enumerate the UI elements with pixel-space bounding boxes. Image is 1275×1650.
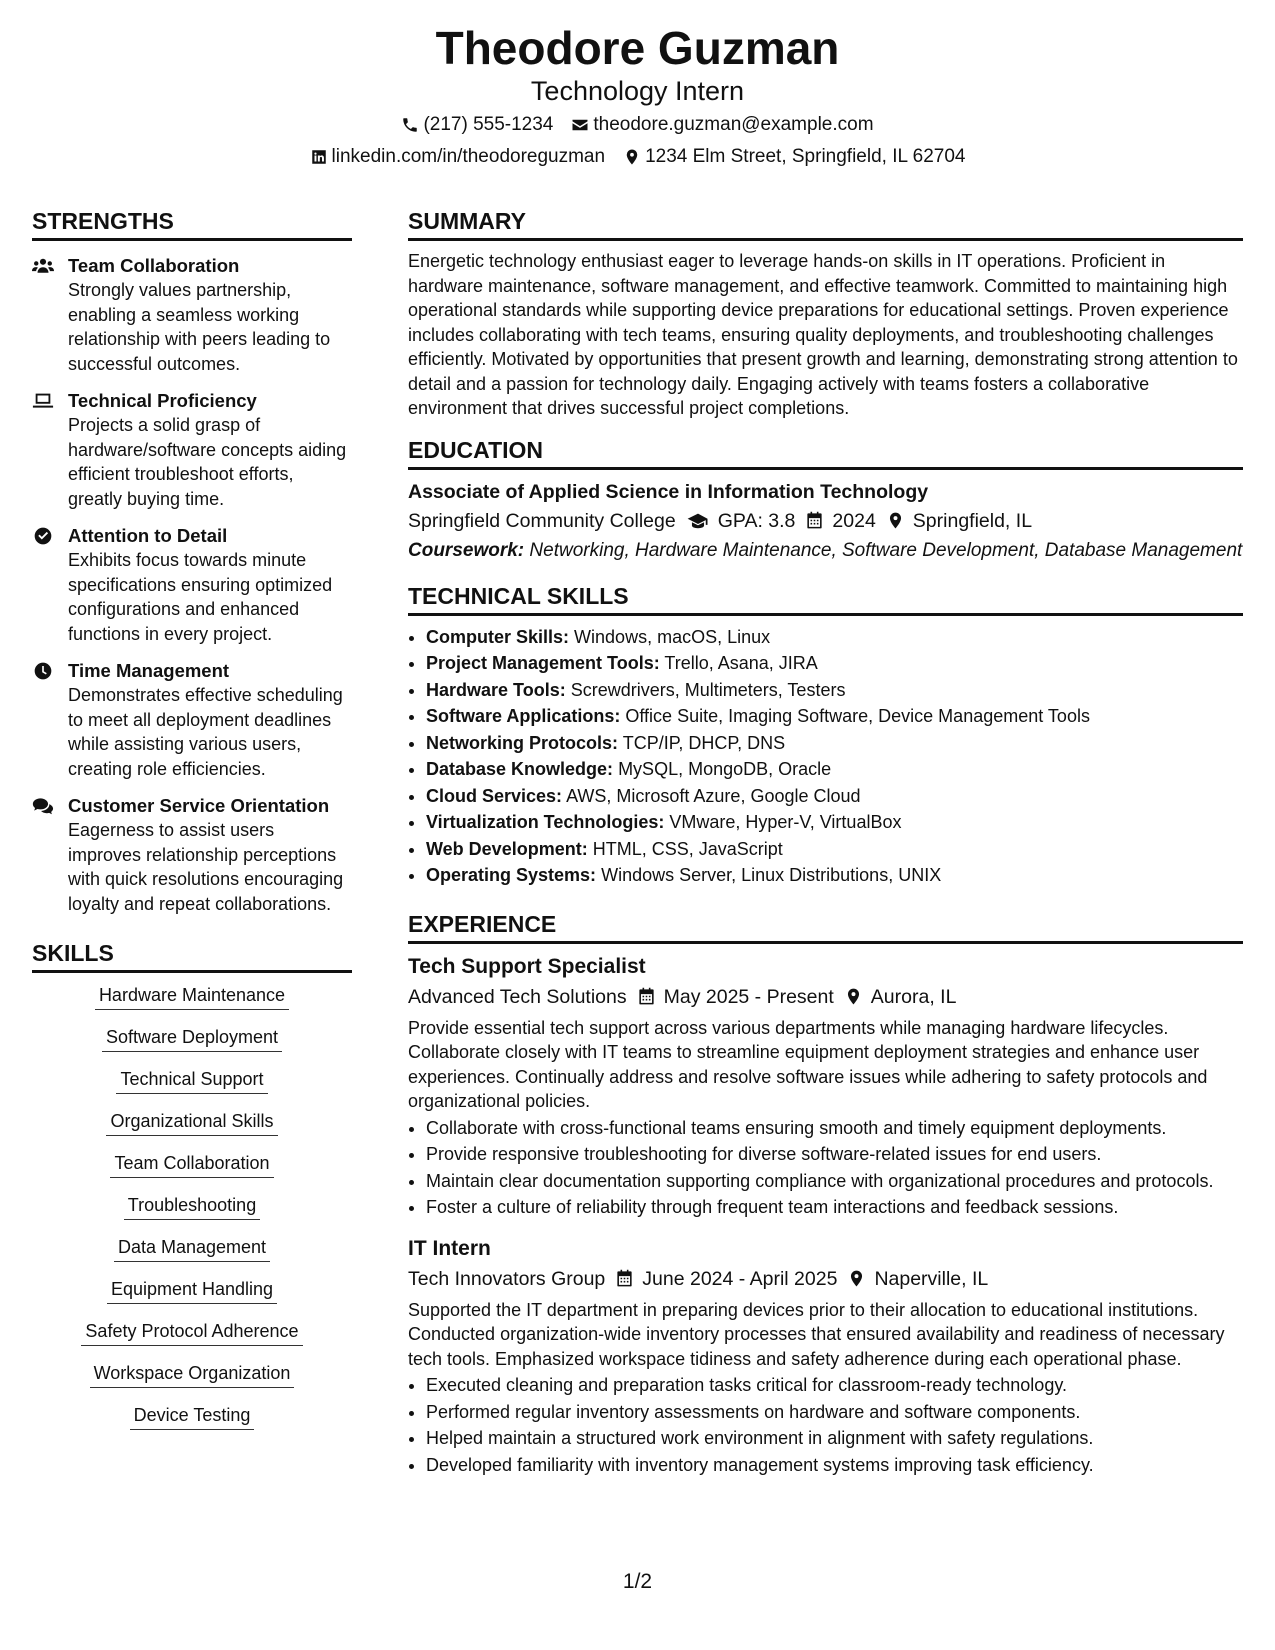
coursework-label: Coursework: <box>408 539 525 561</box>
skill-tag: Equipment Handling <box>107 1277 277 1304</box>
list-item: • Helped maintain a structured work environment in alignment with safety regulations. <box>426 1426 1243 1451</box>
education-heading: EDUCATION <box>408 435 1243 470</box>
strength-title: Team Collaboration <box>68 255 240 276</box>
skill-tag: Workspace Organization <box>90 1361 295 1388</box>
job-bullets <box>408 1373 1243 1477</box>
strength-title: Attention to Detail <box>68 525 228 546</box>
skills-heading: SKILLS <box>32 938 352 973</box>
strength-desc: Eagerness to assist users improves relationship perceptions with quick resolutions encouraging loyalty and repeat collaborations. <box>68 820 344 914</box>
skill-tag: Troubleshooting <box>124 1193 260 1220</box>
email-contact[interactable] <box>571 112 873 138</box>
phone-icon <box>401 116 419 134</box>
strength-desc: Exhibits focus towards minute specifications ensuring optimized configurations and enhanced functions in every project. <box>68 550 333 644</box>
technical-skills-heading: TECHNICAL SKILLS <box>408 581 1243 616</box>
skill-tag: Technical Support <box>116 1067 267 1094</box>
school-name: Springfield Community College <box>408 509 676 532</box>
list-item: • Software Applications: Office Suite, Imaging Software, Device Management Tools <box>426 703 1243 730</box>
strength-item <box>32 793 352 916</box>
list-item: • Collaborate with cross-functional teams ensuring smooth and timely equipment deployments. <box>426 1116 1243 1141</box>
skill-tag: Hardware Maintenance <box>95 983 289 1010</box>
coursework <box>408 538 1243 563</box>
check-circle-icon <box>32 526 54 546</box>
skills-list <box>32 983 352 1430</box>
phone-contact[interactable] <box>401 112 553 138</box>
strength-item <box>32 253 352 376</box>
skill-tag: Safety Protocol Adherence <box>81 1319 302 1346</box>
list-item: • Foster a culture of reliability through frequent team interactions and feedback sessions. <box>426 1195 1243 1220</box>
job-dates: May 2025 - Present <box>663 985 834 1008</box>
job-dates: June 2024 - April 2025 <box>642 1267 838 1290</box>
company-name: Tech Innovators Group <box>408 1267 606 1290</box>
envelope-icon <box>571 116 589 134</box>
list-item: • Cloud Services: AWS, Microsoft Azure, Google Cloud <box>426 783 1243 810</box>
list-item: • Networking Protocols: TCP/IP, DHCP, DNS <box>426 730 1243 757</box>
strength-desc: Strongly values partnership, enabling a seamless working relationship with peers leading to successful outcomes. <box>68 280 331 374</box>
list-item: • Project Management Tools: Trello, Asana, JIRA <box>426 650 1243 677</box>
job-entry <box>408 952 1243 1220</box>
calendar-icon <box>615 1269 634 1288</box>
technical-skills-list <box>408 624 1243 889</box>
strength-item <box>32 523 352 646</box>
comments-icon <box>32 796 54 816</box>
strength-title: Technical Proficiency <box>68 390 257 411</box>
experience-heading: EXPERIENCE <box>408 909 1243 944</box>
job-meta <box>408 982 1243 1012</box>
job-bullets <box>408 1116 1243 1220</box>
right-column <box>408 206 1243 1491</box>
list-item: • Executed cleaning and preparation tasks critical for classroom-ready technology. <box>426 1373 1243 1398</box>
job-entry <box>408 1234 1243 1478</box>
education-meta <box>408 506 1243 536</box>
left-column <box>32 206 352 1445</box>
list-item: • Virtualization Technologies: VMware, Hyper-V, VirtualBox <box>426 809 1243 836</box>
clock-icon <box>32 661 54 681</box>
list-item: • Web Development: HTML, CSS, JavaScript <box>426 836 1243 863</box>
strength-desc: Projects a solid grasp of hardware/software concepts aiding efficient troubleshoot efforts, greatly buying time. <box>68 415 347 509</box>
list-item: • Database Knowledge: MySQL, MongoDB, Oracle <box>426 756 1243 783</box>
map-pin-icon <box>844 987 863 1006</box>
gpa-text: GPA: 3.8 <box>717 509 796 532</box>
candidate-name: Theodore Guzman <box>435 22 840 74</box>
strength-desc: Demonstrates effective scheduling to meet all deployment deadlines while assisting various users, creating role efficiencies. <box>68 685 343 779</box>
strengths-heading: STRENGTHS <box>32 206 352 241</box>
skill-tag: Data Management <box>114 1235 270 1262</box>
skill-tag: Organizational Skills <box>106 1109 277 1136</box>
address-text: 1234 Elm Street, Springfield, IL 62704 <box>645 146 966 167</box>
summary-text: Energetic technology enthusiast eager to leverage hands-on skills in IT operations. Proficient in hardware maintenance, software management, and effective teamwork. Committed to maintaining high operational standards while supporting device preparations for educational settings. Proven experience includes collaborating with tech teams, ensuring quality deployments, and troubleshooting challenges efficiently. Motivated by opportunities that present growth and learning, demonstrating strong attention to detail and a passion for technology daily. Engaging actively with teams fosters a collaborative environment that drives successful project completions. <box>408 251 1238 418</box>
skill-tag: Team Collaboration <box>110 1151 273 1178</box>
job-location: Aurora, IL <box>870 985 957 1008</box>
candidate-title: Technology Intern <box>530 76 745 106</box>
strength-item <box>32 658 352 781</box>
list-item: • Hardware Tools: Screwdrivers, Multimeters, Testers <box>426 677 1243 704</box>
graduation-cap-icon <box>686 511 710 530</box>
laptop-icon <box>32 391 54 411</box>
strength-title: Customer Service Orientation <box>68 795 330 816</box>
email-text: theodore.guzman@example.com <box>593 114 874 135</box>
list-item: • Performed regular inventory assessments on hardware and software components. <box>426 1400 1243 1425</box>
job-title: Tech Support Specialist <box>408 954 646 978</box>
users-icon <box>32 256 54 276</box>
school-location: Springfield, IL <box>912 509 1033 532</box>
map-pin-icon <box>623 148 641 166</box>
job-meta <box>408 1264 1243 1294</box>
job-description: Provide essential tech support across various departments while managing hardware lifecycles. Collaborate closely with IT teams to streamline equipment deployment strategies and enhance user experiences. Continually address and resolve software issues while adhering to safety protocols and organizational policies. <box>408 1017 1208 1111</box>
phone-text: (217) 555-1234 <box>423 114 554 135</box>
list-item: • Developed familiarity with inventory management systems improving task efficiency. <box>426 1453 1243 1478</box>
job-description: Supported the IT department in preparing devices prior to their allocation to educational institutions. Conducted organization-wide inventory processes that ensured availability and readiness of necessary tech tools. Emphasized workspace tidiness and safety adherence during each operational phase. <box>408 1299 1225 1369</box>
contact-row-2 <box>0 144 1275 170</box>
page-number: 1/2 <box>622 1570 653 1593</box>
company-name: Advanced Tech Solutions <box>408 985 627 1008</box>
list-item: • Computer Skills: Windows, macOS, Linux <box>426 624 1243 651</box>
map-pin-icon <box>886 511 905 530</box>
job-location: Naperville, IL <box>874 1267 989 1290</box>
coursework-text: Networking, Hardware Maintenance, Software Development, Database Management <box>529 539 1243 561</box>
list-item: • Provide responsive troubleshooting for diverse software-related issues for end users. <box>426 1142 1243 1167</box>
linkedin-contact[interactable] <box>310 144 606 170</box>
summary-heading: SUMMARY <box>408 206 1243 241</box>
list-item: • Maintain clear documentation supporting compliance with organizational procedures and protocols. <box>426 1169 1243 1194</box>
strength-item <box>32 388 352 511</box>
strength-title: Time Management <box>68 660 230 681</box>
skill-tag: Software Deployment <box>102 1025 282 1052</box>
graduation-year: 2024 <box>832 509 876 532</box>
skill-tag: Device Testing <box>130 1403 255 1430</box>
linkedin-icon <box>310 148 328 166</box>
linkedin-text: linkedin.com/in/theodoreguzman <box>331 146 606 167</box>
resume-header <box>0 18 1275 170</box>
contact-row-1 <box>0 112 1275 138</box>
degree-title: Associate of Applied Science in Information Technology <box>408 480 929 503</box>
address-contact <box>623 144 965 170</box>
list-item: • Operating Systems: Windows Server, Linux Distributions, UNIX <box>426 862 1243 889</box>
calendar-icon <box>637 987 656 1006</box>
map-pin-icon <box>847 1269 866 1288</box>
job-title: IT Intern <box>408 1236 491 1260</box>
calendar-icon <box>805 511 824 530</box>
